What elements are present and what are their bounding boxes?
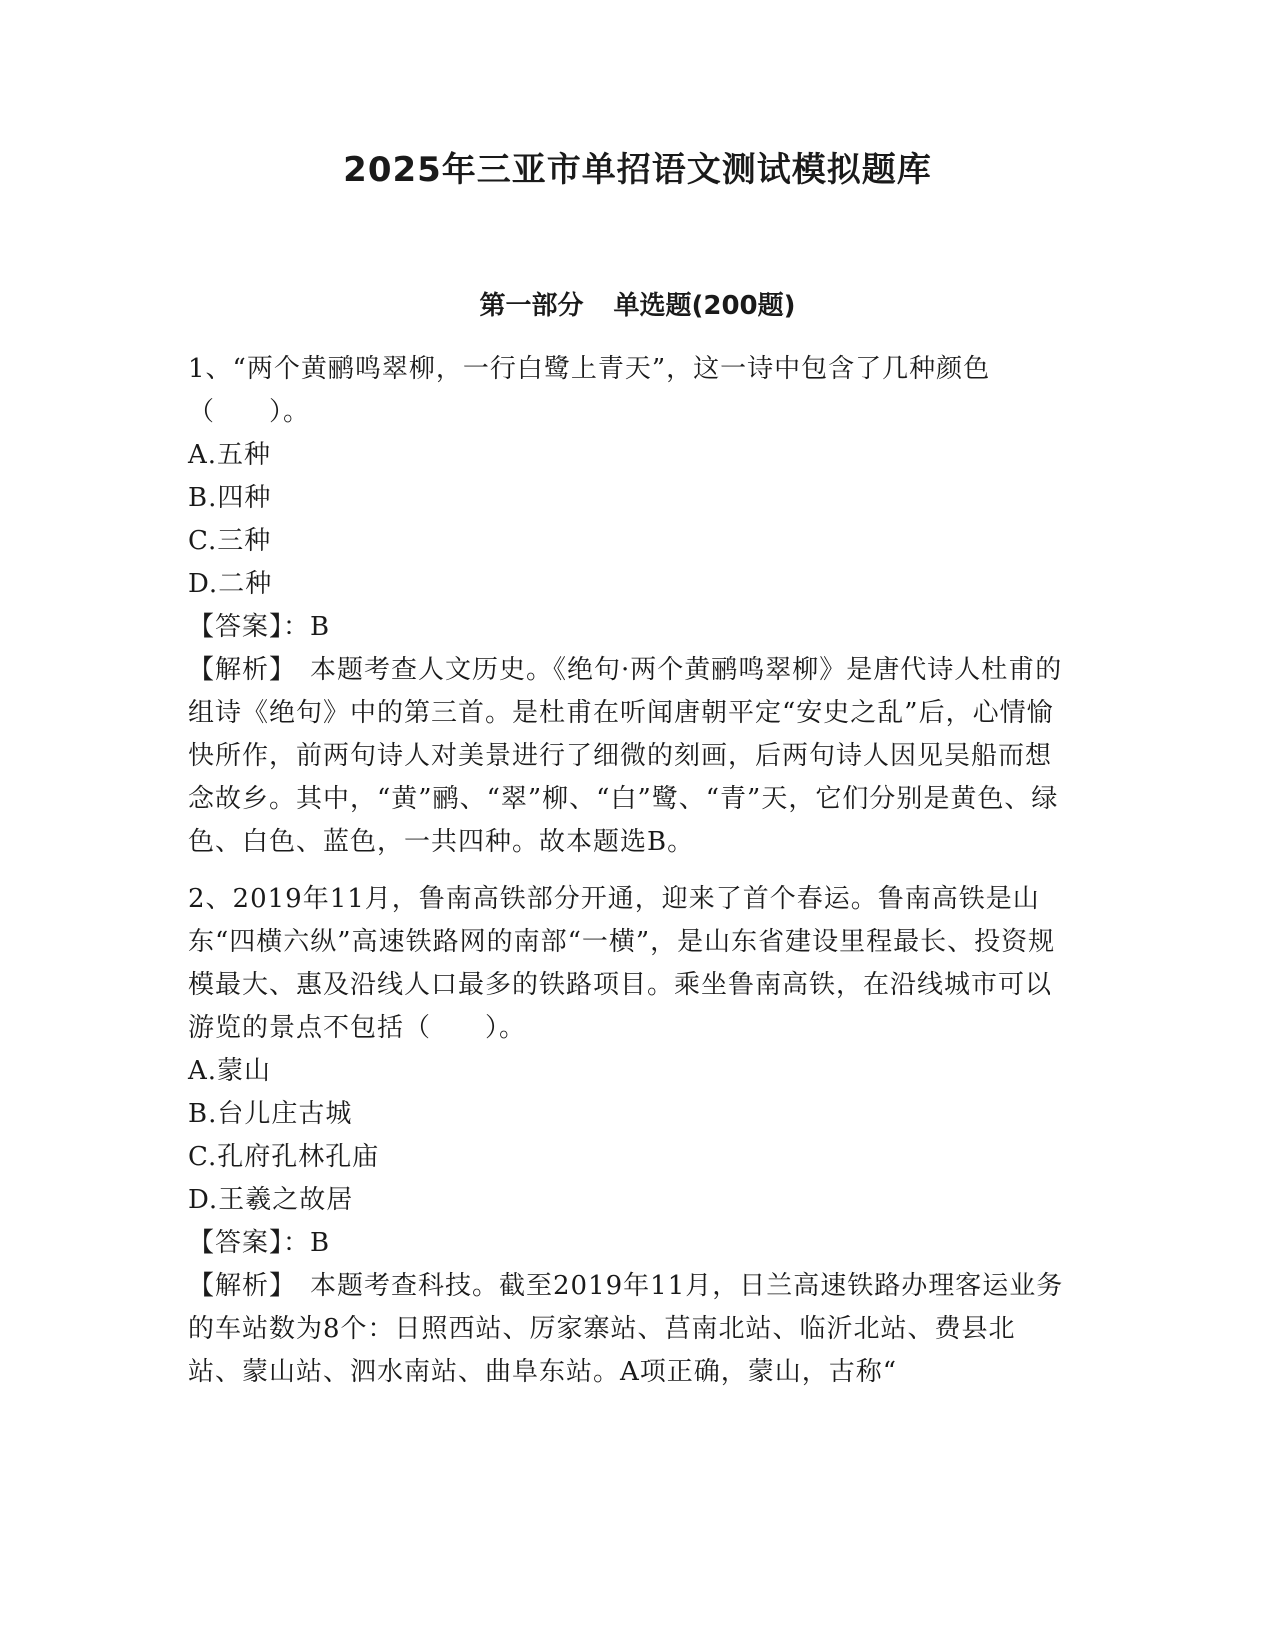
- option-letter: A.: [188, 1056, 218, 1086]
- option-a: [188, 1050, 1068, 1093]
- option-a: [188, 434, 1068, 477]
- analysis-label: 【解析】: [188, 1271, 311, 1301]
- option-letter: D.: [188, 1185, 219, 1215]
- option-b: [188, 1093, 1068, 1136]
- option-text: 王羲之故居: [218, 1185, 354, 1215]
- option-c: [188, 1136, 1068, 1179]
- section-name: 单选题(200题): [613, 291, 796, 321]
- question-1: [188, 348, 1068, 864]
- option-text: 四种: [217, 483, 272, 513]
- option-d: [188, 1179, 1068, 1222]
- question-2: [188, 878, 1068, 1394]
- option-text: 台儿庄古城: [217, 1099, 353, 1129]
- section-part: 第一部分: [479, 291, 584, 321]
- option-b: [188, 477, 1068, 520]
- option-letter: D.: [188, 569, 219, 599]
- option-letter: B.: [188, 1099, 218, 1129]
- question-number: 1、: [188, 354, 233, 384]
- analysis-text: 本题考查人文历史。《绝句·两个黄鹂鸣翠柳》是唐代诗人杜甫的组诗《绝句》中的第三首。是杜甫在听闻唐朝平定“安史之乱”后，心情愉快所作，前两句诗人对美景进行了细微的刻画，后两句诗人因见吴船而想念故乡。其中，“黄”鹂、“翠”柳、“白”鹭、“青”天，它们分别是黄色、绿色、白色、蓝色，一共四种。故本题选B。: [188, 655, 1063, 857]
- question-text: 2019年11月，鲁南高铁部分开通，迎来了首个春运。鲁南高铁是山东“四横六纵”高速铁路网的南部“一横”，是山东省建设里程最长、投资规模最大、惠及沿线人口最多的铁路项目。乘坐鲁南高铁，在沿线城市可以游览的景点不包括（ ）。: [188, 884, 1056, 1043]
- analysis-label: 【解析】: [188, 655, 311, 685]
- answer-label: 【答案】：: [188, 1228, 311, 1258]
- analysis-block: [188, 1265, 1068, 1394]
- answer-label: 【答案】：: [188, 612, 311, 642]
- option-letter: B.: [188, 483, 218, 513]
- answer-value: B: [310, 1228, 331, 1258]
- answer-value: B: [310, 612, 331, 642]
- answer-line: [188, 1222, 1068, 1265]
- option-text: 五种: [217, 440, 272, 470]
- question-number: 2、: [188, 884, 233, 914]
- section-heading: [0, 288, 1275, 324]
- option-d: [188, 563, 1068, 606]
- option-text: 二种: [218, 569, 273, 599]
- option-letter: C.: [188, 1142, 218, 1172]
- question-list: [188, 348, 1068, 1394]
- question-stem: [188, 348, 1068, 434]
- question-text: “两个黄鹂鸣翠柳，一行白鹭上青天”，这一诗中包含了几种颜色（ ）。: [188, 354, 991, 427]
- answer-line: [188, 606, 1068, 649]
- analysis-block: [188, 649, 1068, 864]
- option-letter: C.: [188, 526, 218, 556]
- question-stem: [188, 878, 1068, 1050]
- document-title: 2025年三亚市单招语文测试模拟题库: [343, 150, 932, 190]
- option-text: 孔府孔林孔庙: [217, 1142, 380, 1172]
- option-text: 蒙山: [217, 1056, 272, 1086]
- option-text: 三种: [217, 526, 272, 556]
- option-letter: A.: [188, 440, 218, 470]
- option-c: [188, 520, 1068, 563]
- analysis-text: 本题考查科技。截至2019年11月，日兰高速铁路办理客运业务的车站数为8个：日照西站、厉家寨站、莒南北站、临沂北站、费县北站、蒙山站、泗水南站、曲阜东站。A项正确，蒙山，古称“: [188, 1271, 1064, 1387]
